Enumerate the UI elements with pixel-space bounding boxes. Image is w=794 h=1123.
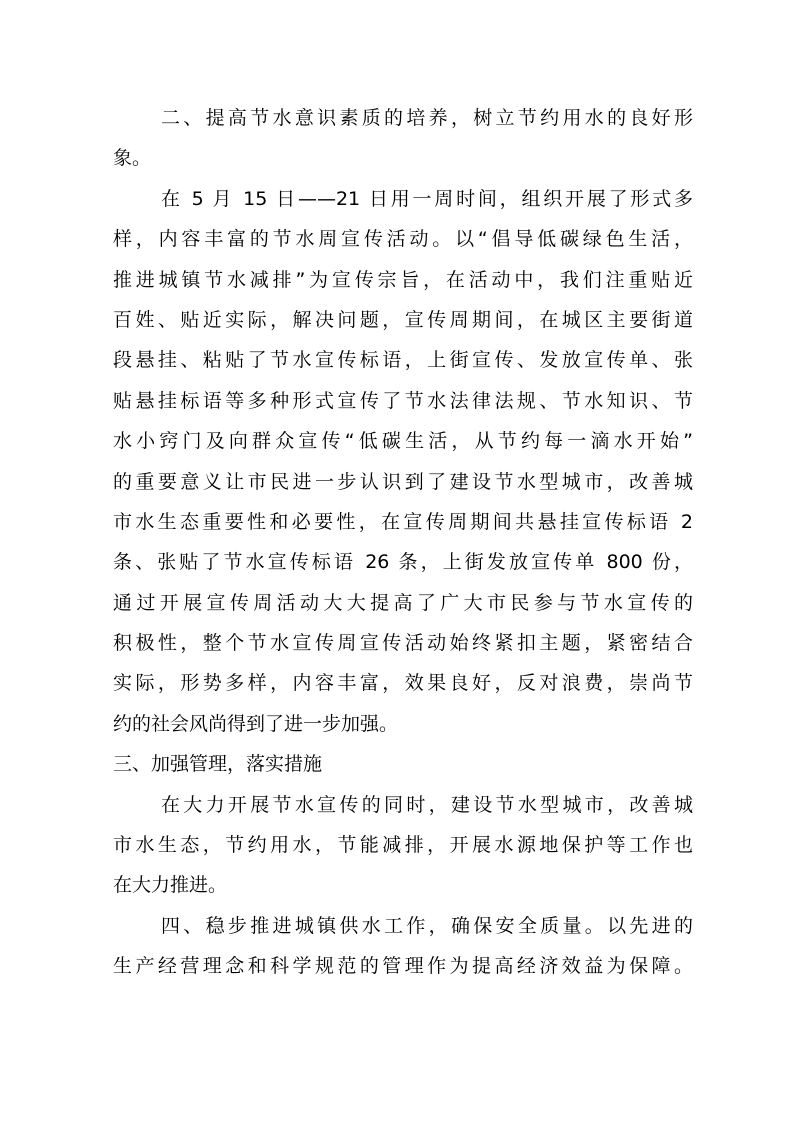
text-line: 水小窍门及向群众宣传“低碳生活，从节约每一滴水开始” [113,430,693,453]
text-line: 象。 [113,147,152,170]
text-line: 生产经营理念和科学规范的管理作为提高经济效益为保障。 [113,955,693,978]
text-line: 贴悬挂标语等多种形式宣传了节水法律法规、节水知识、节 [113,389,693,412]
text-line: 条、张贴了节水宣传标语 26 条，上街发放宣传单 800 份， [113,551,693,574]
text-line: 在大力开展节水宣传的同时，建设节水型城市，改善城 [161,793,693,816]
text-line: 二、提高节水意识素质的培养，树立节约用水的良好形 [161,107,693,129]
text-line: 推进城镇节水减排”为宣传宗旨，在活动中，我们注重贴近 [113,268,693,291]
text-line: 市水生态重要性和必要性，在宣传周期间共悬挂宣传标语 2 [113,510,693,533]
text-line: 市水生态，节约用水，节能减排，开展水源地保护等工作也 [113,834,693,857]
text-line: 百姓、贴近实际，解决问题，宣传周期间，在城区主要街道 [113,308,693,331]
text-line: 四、稳步推进城镇供水工作，确保安全质量。以先进的 [161,914,693,937]
text-line: 的重要意义让市民进一步认识到了建设节水型城市，改善城 [113,470,693,493]
section-heading: 三、加强管理，落实措施 [113,753,323,776]
text-line: 积极性，整个节水宣传周宣传活动始终紧扣主题，紧密结合 [113,632,693,655]
document-body [113,98,693,987]
text-line: 在大力推进。 [113,874,228,897]
text-line: 通过开展宣传周活动大大提高了广大市民参与节水宣传的 [113,591,693,614]
text-line: 在 5 月 15 日——21 日用一周时间，组织开展了形式多 [161,187,693,210]
text-line: 段悬挂、粘贴了节水宣传标语，上街宣传、发放宣传单、张 [113,349,693,372]
text-line: 样，内容丰富的节水周宣传活动。以“倡导低碳绿色生活， [113,228,693,251]
text-line: 实际，形势多样，内容丰富，效果良好，反对浪费，崇尚节 [113,672,693,695]
text-line: 约的社会风尚得到了进一步加强。 [113,712,399,735]
